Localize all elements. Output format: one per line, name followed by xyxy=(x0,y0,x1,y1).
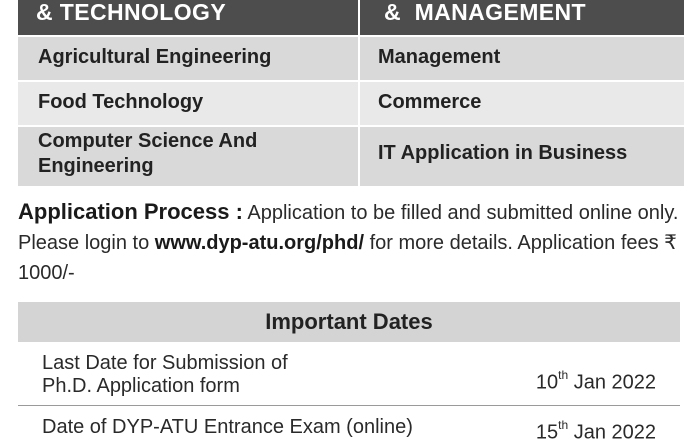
technology-column-header xyxy=(18,0,358,35)
date-suffix: th xyxy=(558,368,569,382)
important-dates-title: Important Dates xyxy=(265,309,433,334)
program-cell xyxy=(360,37,684,80)
program-cell xyxy=(18,127,358,186)
date-month-year: Jan 2022 xyxy=(573,371,656,394)
technology-column xyxy=(18,0,358,186)
program-computer-science: Computer Science And Engineering xyxy=(38,130,258,177)
date-day: 10 xyxy=(535,371,559,394)
programs-table xyxy=(18,0,684,186)
program-cell xyxy=(360,127,684,186)
application-url[interactable]: www.dyp-atu.org/phd/ xyxy=(154,232,365,254)
program-management: Management xyxy=(378,46,501,68)
program-cell xyxy=(360,82,684,125)
application-fees-text: for more details. Application fees ₹ 1000/- xyxy=(18,232,677,284)
program-cell xyxy=(18,37,358,80)
date-day: 15 xyxy=(535,421,559,444)
date-month-year: Jan 2022 xyxy=(573,421,656,444)
date-row-label xyxy=(42,416,413,439)
application-process xyxy=(18,197,688,288)
date-row-label xyxy=(42,352,288,398)
technology-header-label: & TECHNOLOGY xyxy=(36,0,227,25)
date-label-line: Date of DYP-ATU Entrance Exam (online) xyxy=(42,416,413,438)
date-suffix: th xyxy=(558,418,569,432)
date-row xyxy=(18,352,680,404)
date-label-line: Ph.D. Application form xyxy=(42,375,240,397)
program-cell xyxy=(18,82,358,125)
management-column-header xyxy=(360,0,684,35)
management-column xyxy=(360,0,684,186)
program-agricultural-engineering: Agricultural Engineering xyxy=(38,46,272,68)
program-food-technology: Food Technology xyxy=(38,91,204,113)
application-process-heading: Application Process : xyxy=(18,199,243,224)
date-row xyxy=(18,416,680,446)
program-it-application: IT Application in Business xyxy=(378,142,628,164)
date-row-value xyxy=(536,366,656,395)
date-row-value xyxy=(536,416,656,445)
date-label-line: Last Date for Submission of xyxy=(42,352,288,374)
management-header-label: & MANAGEMENT xyxy=(384,0,586,25)
row-divider xyxy=(18,405,680,406)
important-dates-header xyxy=(18,302,680,342)
application-process-text: Application to be filled and submitted online only. Please login to xyxy=(18,202,679,254)
program-commerce: Commerce xyxy=(378,91,482,113)
